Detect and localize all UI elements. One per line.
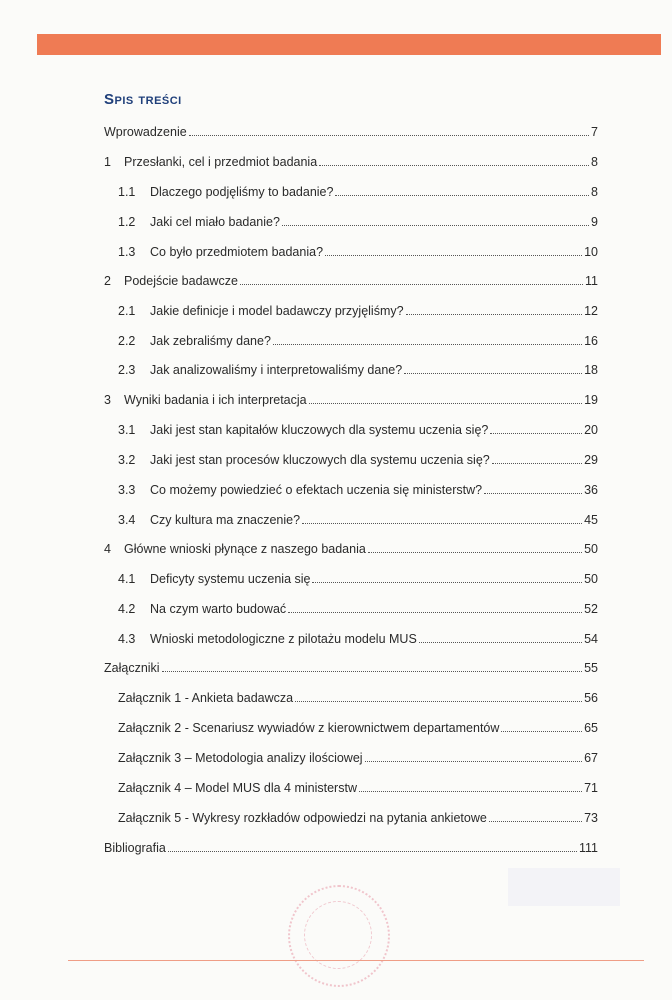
toc-entry-page: 19: [584, 393, 598, 407]
toc-leader-dots: [365, 750, 583, 762]
toc-entry[interactable]: [118, 571, 598, 587]
toc-entry[interactable]: [118, 422, 598, 438]
toc-entry-text: Wyniki badania i ich interpretacja: [124, 393, 307, 407]
toc-entry[interactable]: [118, 303, 598, 319]
toc-entry-page: 11: [585, 274, 598, 288]
toc-entry[interactable]: [118, 244, 598, 260]
toc-leader-dots: [168, 840, 577, 852]
toc-entry-number: 3.1: [118, 423, 136, 437]
toc-entry[interactable]: [104, 660, 598, 676]
toc-leader-dots: [359, 780, 582, 792]
toc-entry-text: Deficyty systemu uczenia się: [150, 572, 311, 586]
toc-entry[interactable]: [118, 780, 598, 796]
toc-entry-number: 3.3: [118, 483, 136, 497]
toc-entry-text: Jaki cel miało badanie?: [150, 215, 280, 229]
toc-entry[interactable]: [104, 840, 598, 856]
toc-entry-text: Co było przedmiotem badania?: [150, 245, 324, 259]
toc-leader-dots: [302, 512, 582, 524]
toc-entry-page: 10: [584, 245, 598, 259]
toc-entry-page: 12: [584, 304, 598, 318]
toc-entry-page: 73: [584, 811, 598, 825]
faint-print-mark: [508, 868, 620, 906]
toc-entry[interactable]: [118, 184, 598, 200]
toc-leader-dots: [490, 422, 582, 434]
toc-entry[interactable]: [118, 452, 598, 468]
toc-leader-dots: [309, 392, 582, 404]
library-stamp-inner-ring: [304, 901, 372, 969]
toc-entry[interactable]: [104, 273, 598, 289]
toc-entry[interactable]: [118, 512, 598, 528]
toc-entry-number: 1.2: [118, 215, 136, 229]
toc-entry-text: Bibliografia: [104, 841, 166, 855]
toc-entry-page: 71: [584, 781, 598, 795]
toc-entry-text: Załączniki: [104, 661, 160, 675]
toc-entry-page: 9: [591, 215, 598, 229]
toc-entry-text: Dlaczego podjęliśmy to badanie?: [150, 185, 334, 199]
toc-entry-text: Podejście badawcze: [124, 274, 238, 288]
toc-entry-number: 1: [104, 155, 111, 169]
toc-entry-number: 4: [104, 542, 111, 556]
toc-leader-dots: [189, 124, 589, 136]
toc-entry-page: 50: [584, 542, 598, 556]
toc-entry-text: Załącznik 3 – Metodologia analizy ilościowej: [118, 751, 363, 765]
toc-entry-page: 18: [584, 363, 598, 377]
toc-leader-dots: [312, 571, 582, 583]
toc-leader-dots: [325, 244, 582, 256]
toc-entry-page: 52: [584, 602, 598, 616]
toc-title: Spis treści: [104, 91, 182, 108]
toc-leader-dots: [288, 601, 582, 613]
toc-entry-text: Wprowadzenie: [104, 125, 187, 139]
toc-entry-text: Wnioski metodologiczne z pilotażu modelu MUS: [150, 632, 417, 646]
toc-entry-page: 16: [584, 334, 598, 348]
toc-entry-page: 8: [591, 155, 598, 169]
toc-entry-number: 4.3: [118, 632, 136, 646]
toc-leader-dots: [492, 452, 582, 464]
toc-entry-number: 4.2: [118, 602, 136, 616]
toc-entry-page: 36: [584, 483, 598, 497]
toc-entry[interactable]: [118, 601, 598, 617]
toc-entry-page: 20: [584, 423, 598, 437]
toc-entry-number: 1.3: [118, 245, 136, 259]
toc-entry[interactable]: [118, 810, 598, 826]
toc-entry-number: 2: [104, 274, 111, 288]
toc-entry-text: Jak analizowaliśmy i interpretowaliśmy dane?: [150, 363, 403, 377]
toc-leader-dots: [368, 541, 582, 553]
toc-leader-dots: [282, 214, 589, 226]
toc-leader-dots: [484, 482, 582, 494]
library-stamp: [288, 885, 390, 987]
footer-rule: [68, 960, 644, 961]
toc-entry[interactable]: [118, 482, 598, 498]
toc-entry-text: Jaki jest stan kapitałów kluczowych dla systemu uczenia się?: [150, 423, 489, 437]
toc-entry-number: 3: [104, 393, 111, 407]
toc-entry-text: Załącznik 2 - Scenariusz wywiadów z kierownictwem departamentów: [118, 721, 500, 735]
toc-entry-text: Załącznik 4 – Model MUS dla 4 ministerstw: [118, 781, 357, 795]
toc-leader-dots: [295, 690, 582, 702]
toc-entry[interactable]: [118, 750, 598, 766]
toc-entry-text: Czy kultura ma znaczenie?: [150, 513, 301, 527]
toc-entry-page: 8: [591, 185, 598, 199]
toc-entry-number: 1.1: [118, 185, 136, 199]
toc-entry-text: Na czym warto budować: [150, 602, 287, 616]
toc-entry[interactable]: [118, 720, 598, 736]
toc-entry-text: Jaki jest stan procesów kluczowych dla systemu uczenia się?: [150, 453, 490, 467]
toc-leader-dots: [335, 184, 589, 196]
toc-entry-page: 56: [584, 691, 598, 705]
toc-entry-number: 4.1: [118, 572, 136, 586]
toc-leader-dots: [240, 273, 583, 285]
toc-entry[interactable]: [118, 214, 598, 230]
toc-leader-dots: [406, 303, 583, 315]
toc-leader-dots: [419, 631, 582, 643]
toc-entry-page: 7: [591, 125, 598, 139]
toc-entry-page: 111: [578, 841, 598, 855]
toc-entry-text: Jakie definicje i model badawczy przyjęliśmy?: [150, 304, 404, 318]
toc-entry-page: 45: [584, 513, 598, 527]
toc-entry[interactable]: [104, 392, 598, 408]
toc-entry[interactable]: [118, 362, 598, 378]
toc-entry-page: 55: [584, 661, 598, 675]
toc-entry-page: 29: [584, 453, 598, 467]
toc-entry[interactable]: [104, 154, 598, 170]
toc-entry[interactable]: [104, 124, 598, 140]
toc-leader-dots: [162, 660, 583, 672]
toc-leader-dots: [319, 154, 589, 166]
toc-entry-text: Załącznik 1 - Ankieta badawcza: [118, 691, 294, 705]
toc-entry[interactable]: [118, 631, 598, 647]
toc-entry-number: 3.4: [118, 513, 136, 527]
toc-entry-text: Przesłanki, cel i przedmiot badania: [124, 155, 318, 169]
toc-entry-number: 3.2: [118, 453, 136, 467]
toc-entry-page: 50: [584, 572, 598, 586]
toc-entry-number: 2.2: [118, 334, 136, 348]
toc-entry-page: 65: [584, 721, 598, 735]
toc-entry[interactable]: [118, 690, 598, 706]
toc-entry-text: Co możemy powiedzieć o efektach uczenia się ministerstw?: [150, 483, 483, 497]
toc-leader-dots: [489, 810, 582, 822]
toc-entry-text: Główne wnioski płynące z naszego badania: [124, 542, 366, 556]
toc-entry-text: Jak zebraliśmy dane?: [150, 334, 271, 348]
toc-leader-dots: [273, 333, 582, 345]
toc-entry-page: 67: [584, 751, 598, 765]
toc-entry-page: 54: [584, 632, 598, 646]
toc-entry-number: 2.3: [118, 363, 136, 377]
toc-entry-text: Załącznik 5 - Wykresy rozkładów odpowiedzi na pytania ankietowe: [118, 811, 487, 825]
toc-entry[interactable]: [118, 333, 598, 349]
toc-entry[interactable]: [104, 541, 598, 557]
toc-leader-dots: [404, 362, 582, 374]
toc-leader-dots: [501, 720, 582, 732]
toc-entry-number: 2.1: [118, 304, 136, 318]
